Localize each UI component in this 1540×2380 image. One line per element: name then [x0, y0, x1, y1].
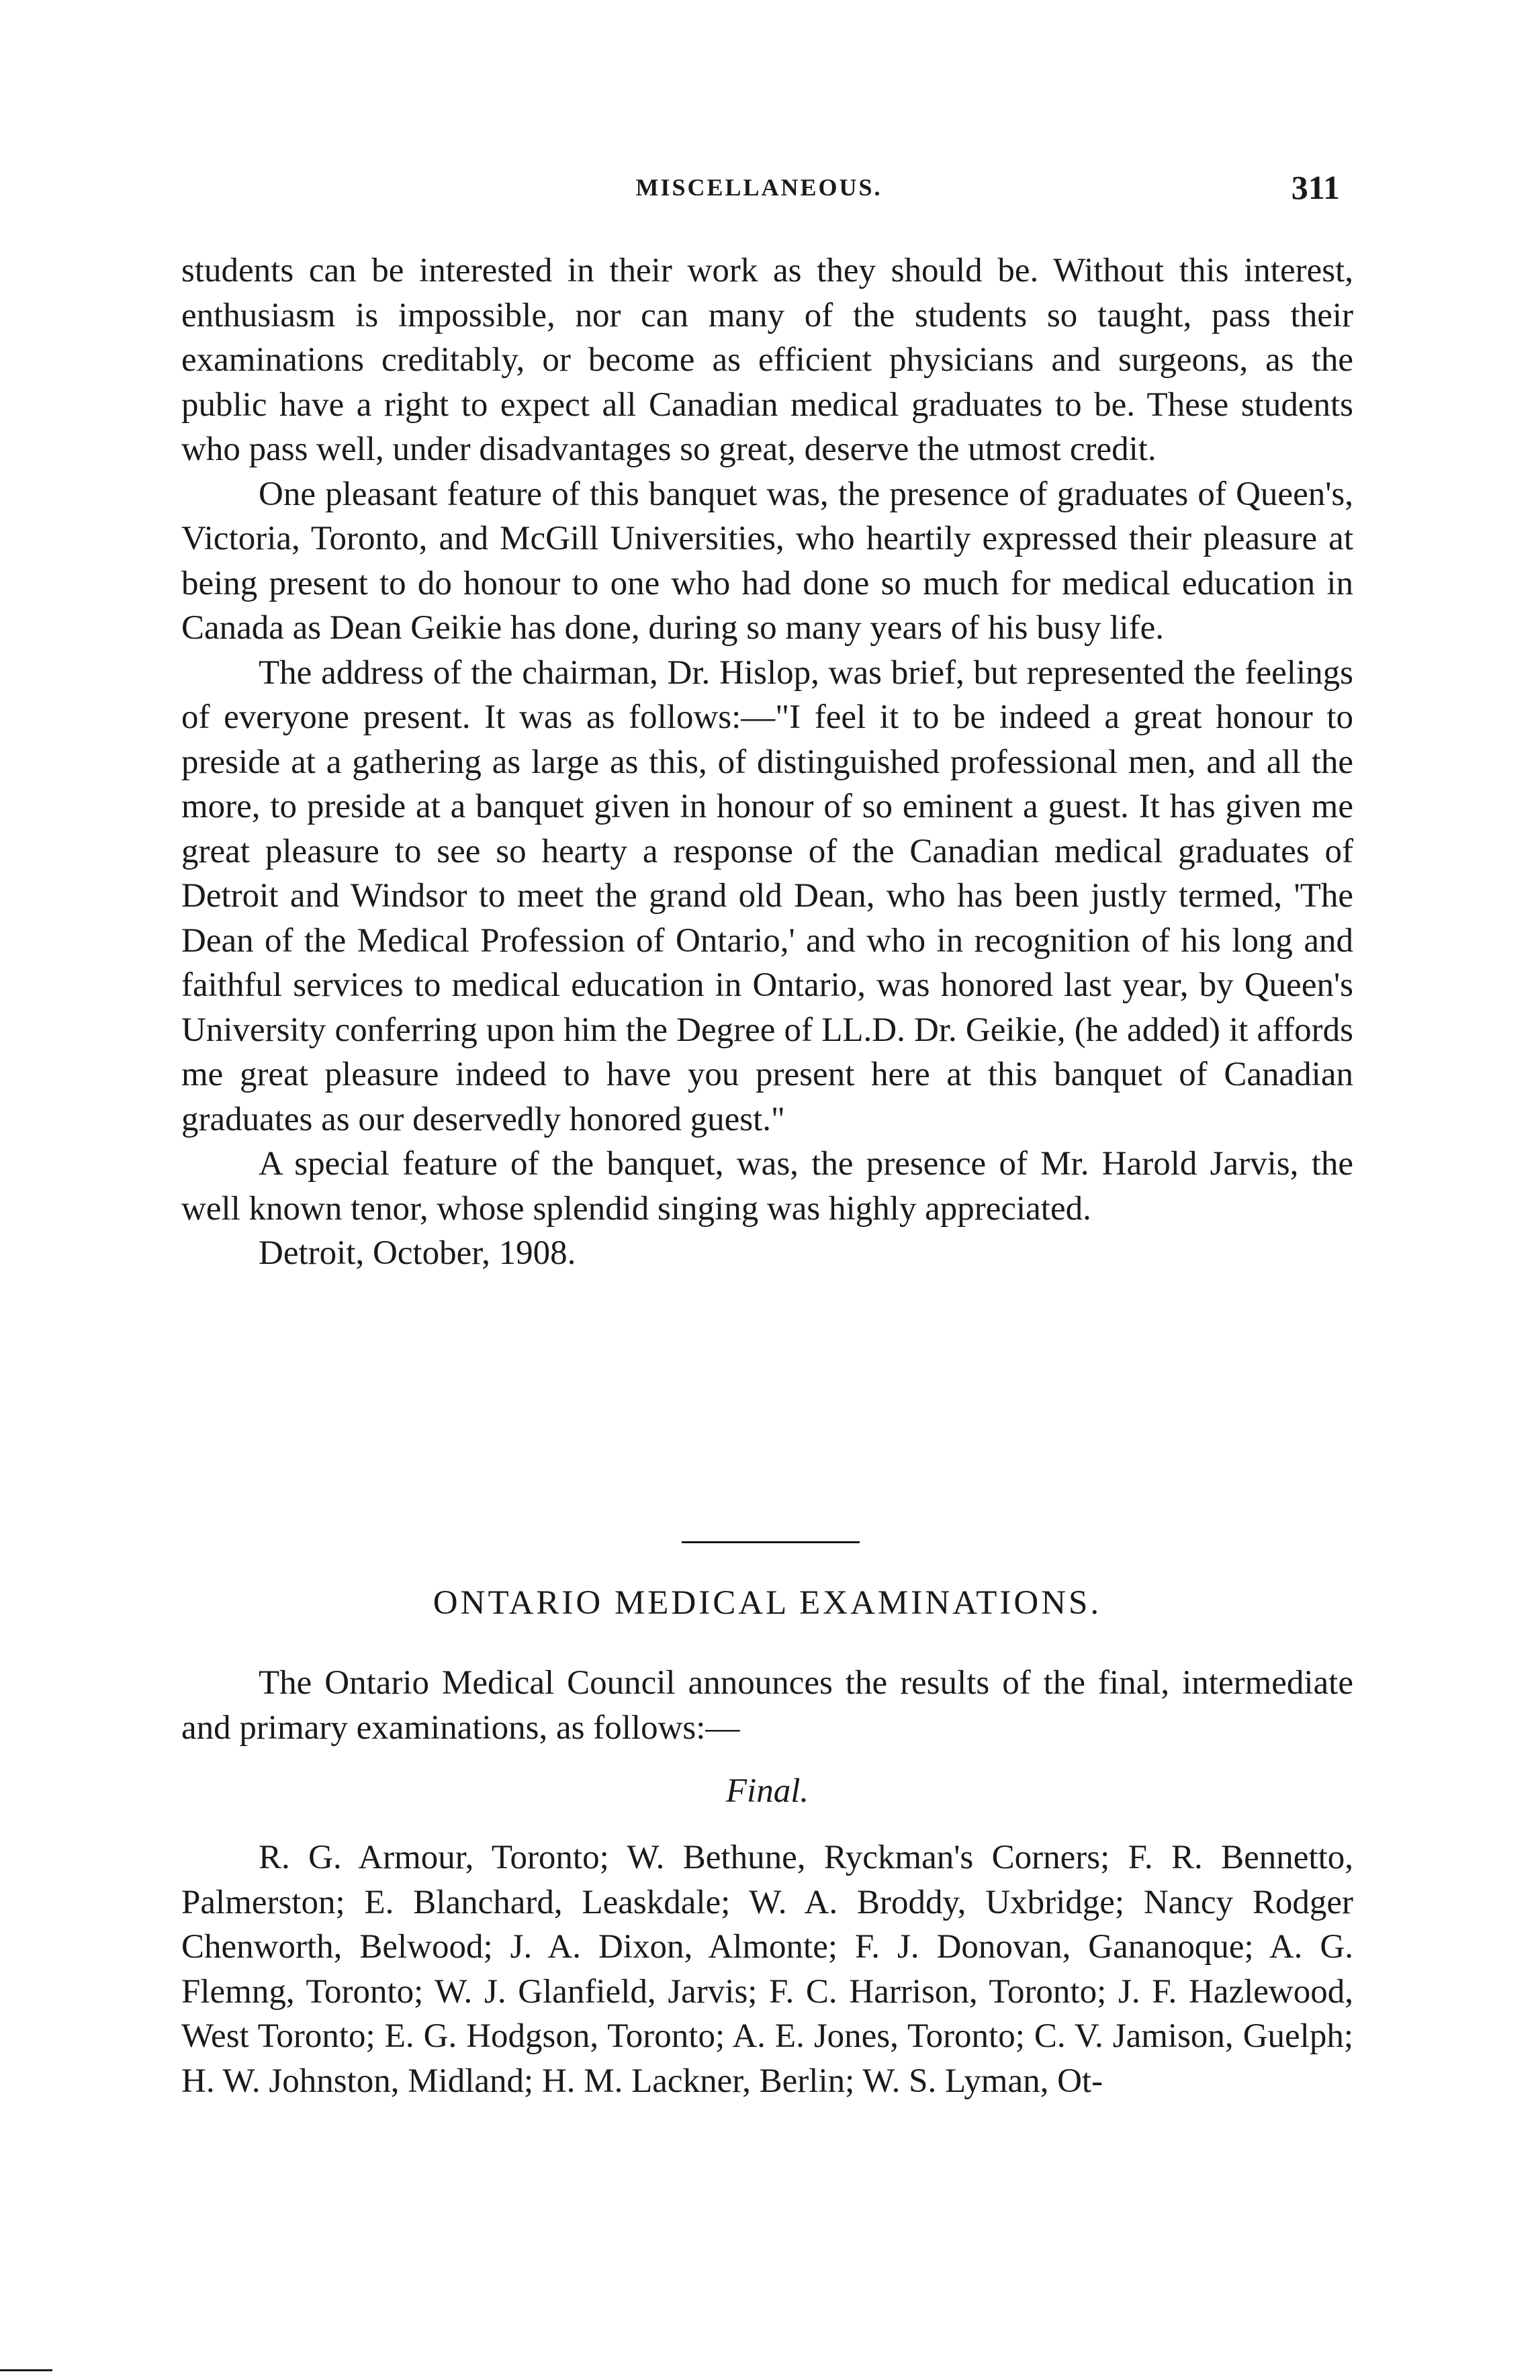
page-number: 311: [1291, 169, 1340, 206]
dateline: Detroit, October, 1908.: [259, 1234, 576, 1272]
paragraph-4: A special feature of the banquet, was, the presence of Mr. Harold Jarvis, the well known tenor, whose splendid singing was highly appreciated.: [181, 1145, 1353, 1228]
article-body: [181, 248, 1353, 1276]
section-intro: The Ontario Medical Council announces the results of the final, intermediate and primary examinations, as follows:—: [181, 1664, 1353, 1747]
paragraph-3: The address of the chairman, Dr. Hislop, was brief, but represented the feelings of everyone present. It was as follows:—"I feel it to be indeed a great honour to preside at a gathering as large as this, of distinguished professional men, and all the more, to preside at a banquet given in honour of so eminent a guest. It has given me great pleasure to see so hearty a response of the Canadian medical graduates of Detroit and Windsor to meet the grand old Dean, who has been justly termed, 'The Dean of the Medical Profession of Ontario,' and who in recognition of his long and faithful services to medical education in Ontario, was honored last year, by Queen's University conferring upon him the Degree of LL.D. Dr. Geikie, (he added) it affords me great pleasure indeed to have you present here at this banquet of Canadian graduates as our deservedly honored guest.": [181, 653, 1353, 1138]
final-list-block: [181, 1835, 1353, 2103]
final-results-list: R. G. Armour, Toronto; W. Bethune, Ryckman's Corners; F. R. Bennetto, Palmerston; E. Blanchard, Leaskdale; W. A. Broddy, Uxbridge; Nancy Rodger Chenworth, Belwood; J. A. Dixon, Almonte; F. J. Donovan, Gananoque; A. G. Flemng, Toronto; W. J. Glanfield, Jarvis; F. C. Harrison, Toronto; J. F. Hazlewood, West Toronto; E. G. Hodgson, Toronto; A. E. Jones, Toronto; C. V. Jamison, Guelph; H. W. Johnston, Midland; H. M. Lackner, Berlin; W. S. Lyman, Ot-: [181, 1839, 1353, 2100]
section-divider: [682, 1541, 860, 1543]
paragraph-2: One pleasant feature of this banquet was, the presence of graduates of Queen's, Victoria, Toronto, and McGill Universities, who heartily expressed their pleasure at being present to do honour to one who had done so much for medical education in Canada as Dean Geikie has done, during so many years of his busy life.: [181, 475, 1353, 647]
paragraph-1: students can be interested in their work as they should be. Without this interest, enthusiasm is impossible, nor can many of the students so taught, pass their examinations creditably, or become as efficient physicians and surgeons, as the public have a right to expect all Canadian medical graduates to be. These students who pass well, under disadvantages so great, deserve the utmost credit.: [181, 252, 1353, 468]
subhead-final: Final.: [725, 1772, 809, 1810]
scan-edge-mark: [0, 2369, 52, 2371]
page-header: [178, 169, 1340, 214]
section-intro-block: [181, 1661, 1353, 1750]
section-title: ONTARIO MEDICAL EXAMINATIONS.: [433, 1584, 1102, 1622]
running-head: MISCELLANEOUS.: [635, 174, 882, 201]
